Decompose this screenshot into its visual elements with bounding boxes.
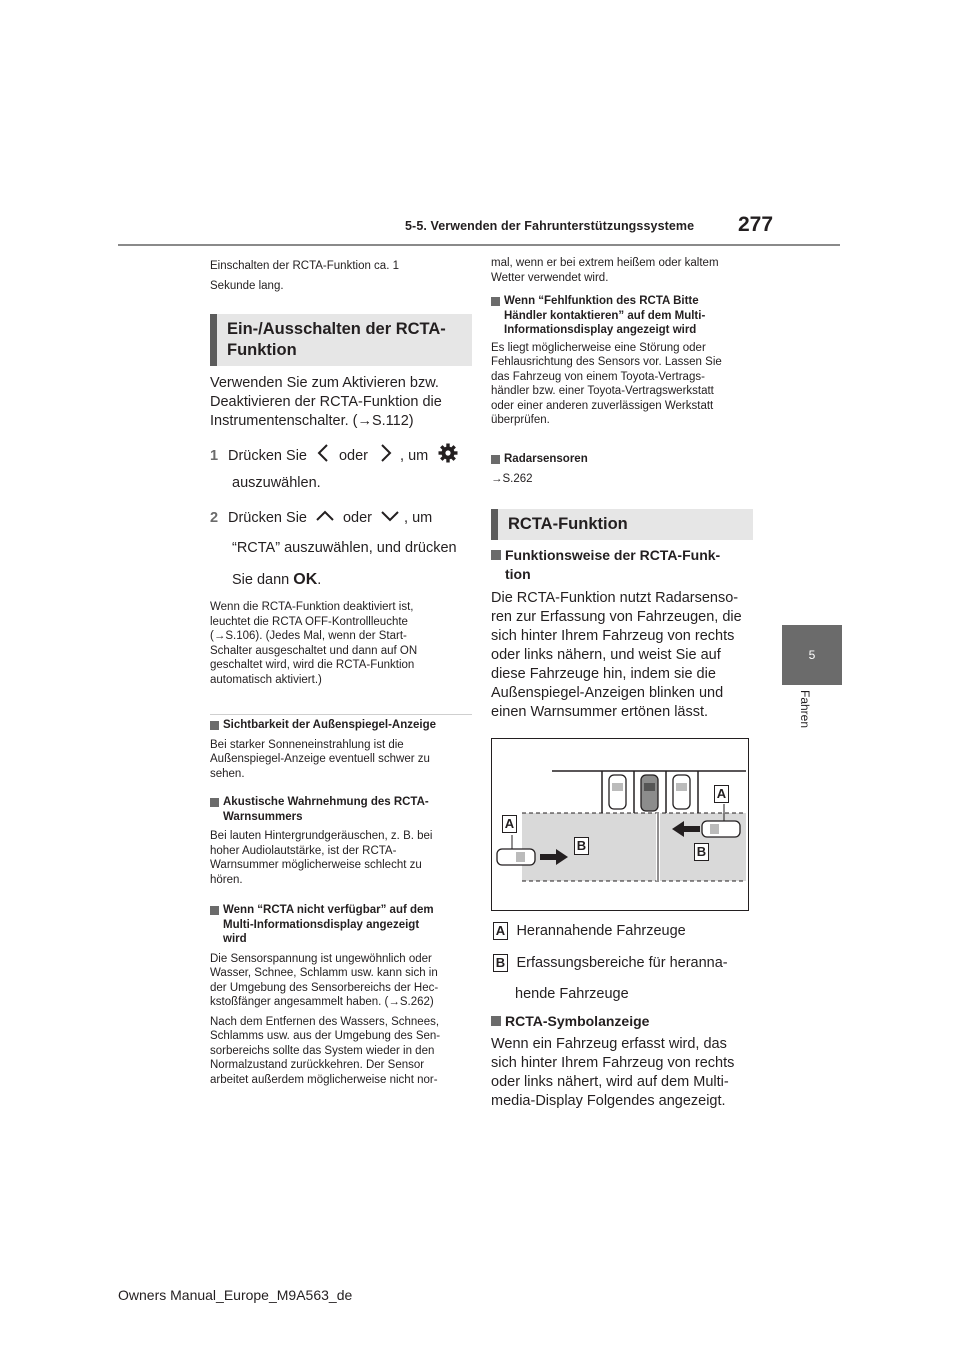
bullet-square-icon — [491, 455, 500, 464]
step-2-continuation: “RCTA” auszuwählen, und drücken — [232, 540, 457, 556]
intro-text: Einschalten der RCTA-Funktion ca. 1 Sekunde lang. — [210, 260, 399, 292]
gear-icon — [438, 443, 458, 469]
header-rule — [118, 244, 840, 246]
rcta-diagram — [491, 738, 749, 911]
section-heading-rcta: RCTA-Funktion — [491, 509, 753, 540]
bullet-square-icon — [210, 798, 219, 807]
section-heading-toggle: Ein-/Ausschalten der RCTA- Funktion — [210, 314, 472, 366]
function-description: Funktionsweise der RCTA-Funk- tion Die RCTA-Funktion nutzt Radarsenso- ren zur Erfassung von Fahrzeugen, die sich hinter Ihrem Fahrzeug von rechts oder links nähern, und weist Sie auf diese Fahrzeuge hin, indem sie die Außenspiegel-Anzeigen blinken und einen Warnsummer ertönen lässt. — [491, 547, 742, 720]
diagram-label-b: B — [694, 843, 709, 861]
chevron-left-icon — [317, 443, 329, 469]
car-icon — [497, 849, 535, 865]
car-icon — [673, 775, 690, 809]
continued-text: mal, wenn er bei extrem heißem oder kaltem Wetter verwendet wird. — [491, 257, 719, 284]
chapter-tab: 5 — [782, 625, 842, 685]
legend-a: A Herannahende Fahrzeuge — [493, 922, 686, 941]
diagram-label-a: A — [502, 815, 517, 833]
chevron-up-icon — [315, 509, 335, 528]
symbol-indicator: RCTA-Symbolanzeige Wenn ein Fahrzeug erfasst wird, das sich hinter Ihrem Fahrzeug von rechts oder links nähert, wird auf dem Multi- media-Display Folgendes angezeigt. — [491, 1013, 735, 1109]
legend-b-continuation: hende Fahrzeuge — [515, 986, 629, 1002]
car-icon — [702, 821, 740, 837]
car-icon — [641, 775, 658, 811]
note-buzzer: Akustische Wahrnehmung des RCTA- Warnsummers Bei lauten Hintergrundgeräuschen, z. B. bei hoher Audiolautstärke, ist der RCTA- Warnsummer möglicherweise schlecht zu hören. — [210, 796, 433, 886]
footer-text: Owners Manual_Europe_M9A563_de — [118, 1287, 353, 1303]
toggle-paragraph: Verwenden Sie zum Aktivieren bzw. Deaktivieren der RCTA-Funktion die Instrumentenschalter. (→S.112) — [210, 375, 442, 429]
chevron-down-icon — [380, 509, 400, 528]
chevron-right-icon — [380, 443, 392, 469]
bullet-square-icon — [210, 906, 219, 915]
divider — [210, 714, 472, 715]
car-icon — [609, 775, 626, 809]
bullet-square-icon — [491, 550, 501, 560]
diagram-label-a: A — [714, 785, 729, 803]
step-number: 1 — [210, 447, 219, 464]
bullet-square-icon — [491, 297, 500, 306]
ok-button-icon: OK — [293, 571, 318, 588]
page-number: 277 — [738, 213, 774, 236]
note-rcta-unavailable: Wenn “RCTA nicht verfügbar” auf dem Multi-Informationsdisplay angezeigt wird Die Sensorspannung ist ungewöhnlich oder Wasser, Schnee, Schlamm usw. kann sich in der Umgebung des Sensorbereichs der Hec- kstoßfänger angesammelt haben. (→S.262) Nach dem Entfernen des Wassers, Schnees, Schlamms usw. aus der Umgebung des Sen- sorbereichs sollte das System wieder in den Normalzustand zurückkehren. Der Sensor arbeitet außerdem möglicherweise nicht nor- — [210, 904, 441, 1086]
page-reference: →S.262 — [491, 472, 533, 485]
section-title: 5-5. Verwenden der Fahrunterstützungssysteme — [405, 219, 695, 233]
step-number: 2 — [210, 510, 219, 526]
step-1: 1 Drücken Sie oder , um — [210, 443, 458, 469]
note-mirror-visibility: Sichtbarkeit der Außenspiegel-Anzeige Bei starker Sonneneinstrahlung ist die Außenspiegel-Anzeige eventuell schwer zu sehen. — [210, 719, 437, 780]
step-1-continuation: auszuwählen. — [232, 475, 321, 491]
deactivation-note: Wenn die RCTA-Funktion deaktiviert ist, leuchtet die RCTA OFF-Kontrollleuchte (→S.106). (Jedes Mal, wenn der Start- Schalter ausgeschaltet und dann auf ON geschaltet wird, wird die RCTA-Funktion automatisch aktiviert.) — [210, 601, 418, 686]
step-2-continuation-2: Sie dann OK. — [232, 571, 322, 588]
detection-area-left — [522, 813, 656, 881]
step-2: 2 Drücken Sie oder , um — [210, 510, 433, 526]
note-radar-sensors: Radarsensoren →S.262 — [491, 452, 753, 486]
note-malfunction: Wenn “Fehlfunktion des RCTA Bitte Händler kontaktieren” auf dem Multi- Informationsdisplay angezeigt wird Es liegt möglicherweise eine Störung oder Fehlausrichtung des Sensors vor. Lassen Sie das Fahrzeug von einem Toyota-Vertrags- händler bzw. einer Toyota-Vertragswerkstatt oder einer anderen zuverlässigen Werkstatt überprüfen. — [491, 295, 722, 426]
legend-b: B Erfassungsbereiche für heranna- — [493, 954, 728, 973]
bullet-square-icon — [210, 721, 219, 730]
bullet-square-icon — [491, 1016, 501, 1026]
diagram-label-b: B — [574, 837, 589, 855]
chapter-label: Fahren — [798, 690, 812, 729]
